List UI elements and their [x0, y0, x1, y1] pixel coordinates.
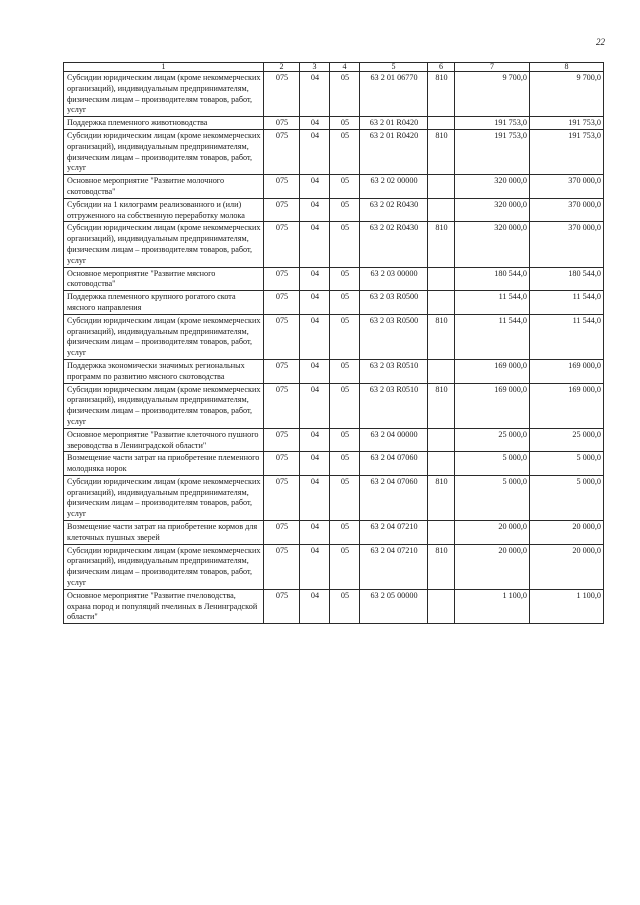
cell-target-article: 63 2 03 R0500 [360, 314, 428, 359]
cell-subsection: 05 [330, 198, 360, 222]
cell-amount-year1: 20 000,0 [455, 521, 530, 545]
header-cell: 1 [64, 63, 264, 72]
cell-subsection: 05 [330, 383, 360, 428]
table-row [64, 475, 604, 520]
cell-section: 04 [300, 129, 330, 174]
cell-ministry: 075 [264, 359, 300, 383]
table-row [64, 267, 604, 291]
cell-ministry: 075 [264, 383, 300, 428]
cell-name: Субсидии юридическим лицам (кроме некоммерческих организаций), индивидуальным предпринимателям, физическим лицам – производителям товаров, работ, услуг [64, 314, 264, 359]
cell-name: Поддержка племенного животноводства [64, 117, 264, 130]
cell-target-article: 63 2 02 R0430 [360, 198, 428, 222]
cell-name: Поддержка племенного крупного рогатого скота мясного направления [64, 291, 264, 315]
table-row [64, 589, 604, 623]
cell-subsection: 05 [330, 222, 360, 267]
header-cell: 8 [530, 63, 604, 72]
cell-target-article: 63 2 04 07210 [360, 544, 428, 589]
table-row [64, 129, 604, 174]
cell-expense-type [428, 521, 455, 545]
cell-name: Возмещение части затрат на приобретение племенного молодняка норок [64, 452, 264, 476]
cell-amount-year2: 191 753,0 [530, 117, 604, 130]
cell-amount-year2: 5 000,0 [530, 475, 604, 520]
cell-amount-year1: 169 000,0 [455, 383, 530, 428]
page-number: 22 [596, 37, 605, 47]
cell-target-article: 63 2 04 07210 [360, 521, 428, 545]
cell-ministry: 075 [264, 589, 300, 623]
cell-name: Основное мероприятие "Развитие молочного скотоводства" [64, 175, 264, 199]
cell-section: 04 [300, 222, 330, 267]
cell-section: 04 [300, 359, 330, 383]
cell-amount-year2: 1 100,0 [530, 589, 604, 623]
cell-subsection: 05 [330, 117, 360, 130]
header-cell: 5 [360, 63, 428, 72]
cell-amount-year1: 11 544,0 [455, 314, 530, 359]
cell-target-article: 63 2 04 07060 [360, 475, 428, 520]
cell-name: Основное мероприятие "Развитие мясного скотоводства" [64, 267, 264, 291]
table-row [64, 198, 604, 222]
cell-name: Субсидии юридическим лицам (кроме некоммерческих организаций), индивидуальным предпринимателям, физическим лицам – производителям товаров, работ, услуг [64, 129, 264, 174]
cell-amount-year1: 191 753,0 [455, 129, 530, 174]
cell-section: 04 [300, 383, 330, 428]
cell-subsection: 05 [330, 267, 360, 291]
cell-amount-year1: 11 544,0 [455, 291, 530, 315]
cell-amount-year1: 320 000,0 [455, 198, 530, 222]
cell-target-article: 63 2 02 R0430 [360, 222, 428, 267]
cell-amount-year2: 370 000,0 [530, 222, 604, 267]
table-header-row [64, 63, 604, 72]
cell-subsection: 05 [330, 314, 360, 359]
cell-subsection: 05 [330, 175, 360, 199]
cell-name: Субсидии юридическим лицам (кроме некоммерческих организаций), индивидуальным предпринимателям, физическим лицам – производителям товаров, работ, услуг [64, 222, 264, 267]
table-row [64, 383, 604, 428]
cell-section: 04 [300, 314, 330, 359]
cell-amount-year2: 20 000,0 [530, 544, 604, 589]
cell-subsection: 05 [330, 359, 360, 383]
cell-amount-year2: 25 000,0 [530, 428, 604, 452]
cell-ministry: 075 [264, 129, 300, 174]
cell-ministry: 075 [264, 291, 300, 315]
cell-expense-type: 810 [428, 314, 455, 359]
cell-section: 04 [300, 117, 330, 130]
cell-ministry: 075 [264, 267, 300, 291]
cell-target-article: 63 2 01 06770 [360, 72, 428, 117]
cell-target-article: 63 2 03 R0510 [360, 359, 428, 383]
cell-expense-type: 810 [428, 222, 455, 267]
cell-section: 04 [300, 544, 330, 589]
cell-subsection: 05 [330, 72, 360, 117]
cell-ministry: 075 [264, 428, 300, 452]
cell-amount-year2: 180 544,0 [530, 267, 604, 291]
cell-ministry: 075 [264, 117, 300, 130]
cell-target-article: 63 2 03 R0500 [360, 291, 428, 315]
table-row [64, 452, 604, 476]
cell-expense-type [428, 175, 455, 199]
cell-expense-type: 810 [428, 129, 455, 174]
cell-subsection: 05 [330, 291, 360, 315]
table-row [64, 359, 604, 383]
table-row [64, 72, 604, 117]
cell-subsection: 05 [330, 589, 360, 623]
cell-section: 04 [300, 521, 330, 545]
cell-name: Субсидии на 1 килограмм реализованного и (или) отгруженного на собственную переработку молока [64, 198, 264, 222]
cell-name: Возмещение части затрат на приобретение кормов для клеточных пушных зверей [64, 521, 264, 545]
header-cell: 4 [330, 63, 360, 72]
cell-name: Основное мероприятие "Развитие клеточного пушного звероводства в Ленинградской области" [64, 428, 264, 452]
cell-section: 04 [300, 589, 330, 623]
table-row [64, 521, 604, 545]
cell-expense-type [428, 117, 455, 130]
cell-name: Субсидии юридическим лицам (кроме некоммерческих организаций), индивидуальным предпринимателям, физическим лицам – производителям товаров, работ, услуг [64, 475, 264, 520]
cell-expense-type [428, 291, 455, 315]
cell-expense-type: 810 [428, 544, 455, 589]
budget-table [63, 62, 604, 624]
cell-expense-type [428, 589, 455, 623]
cell-subsection: 05 [330, 544, 360, 589]
cell-amount-year1: 169 000,0 [455, 359, 530, 383]
cell-section: 04 [300, 291, 330, 315]
cell-target-article: 63 2 04 07060 [360, 452, 428, 476]
cell-ministry: 075 [264, 222, 300, 267]
cell-target-article: 63 2 04 00000 [360, 428, 428, 452]
cell-section: 04 [300, 72, 330, 117]
cell-name: Субсидии юридическим лицам (кроме некоммерческих организаций), индивидуальным предпринимателям, физическим лицам – производителям товаров, работ, услуг [64, 383, 264, 428]
cell-subsection: 05 [330, 452, 360, 476]
cell-amount-year1: 20 000,0 [455, 544, 530, 589]
cell-amount-year2: 11 544,0 [530, 314, 604, 359]
cell-expense-type [428, 359, 455, 383]
cell-target-article: 63 2 01 R0420 [360, 129, 428, 174]
cell-ministry: 075 [264, 175, 300, 199]
cell-amount-year1: 5 000,0 [455, 452, 530, 476]
cell-amount-year1: 180 544,0 [455, 267, 530, 291]
cell-target-article: 63 2 01 R0420 [360, 117, 428, 130]
cell-amount-year2: 370 000,0 [530, 198, 604, 222]
cell-ministry: 075 [264, 521, 300, 545]
cell-subsection: 05 [330, 521, 360, 545]
cell-subsection: 05 [330, 428, 360, 452]
table-row [64, 175, 604, 199]
table-body [64, 72, 604, 624]
cell-amount-year2: 9 700,0 [530, 72, 604, 117]
cell-section: 04 [300, 267, 330, 291]
cell-ministry: 075 [264, 72, 300, 117]
table-row [64, 314, 604, 359]
cell-amount-year2: 370 000,0 [530, 175, 604, 199]
cell-amount-year2: 191 753,0 [530, 129, 604, 174]
table-row [64, 428, 604, 452]
cell-target-article: 63 2 05 00000 [360, 589, 428, 623]
table-row [64, 291, 604, 315]
cell-expense-type [428, 267, 455, 291]
cell-name: Субсидии юридическим лицам (кроме некоммерческих организаций), индивидуальным предпринимателям, физическим лицам – производителям товаров, работ, услуг [64, 72, 264, 117]
cell-expense-type [428, 452, 455, 476]
cell-target-article: 63 2 03 R0510 [360, 383, 428, 428]
cell-expense-type: 810 [428, 475, 455, 520]
table-row [64, 544, 604, 589]
cell-amount-year1: 320 000,0 [455, 222, 530, 267]
cell-ministry: 075 [264, 314, 300, 359]
header-cell: 2 [264, 63, 300, 72]
cell-amount-year2: 169 000,0 [530, 383, 604, 428]
cell-expense-type: 810 [428, 72, 455, 117]
cell-name: Поддержка экономически значимых региональных программ по развитию мясного скотоводства [64, 359, 264, 383]
cell-target-article: 63 2 02 00000 [360, 175, 428, 199]
cell-section: 04 [300, 198, 330, 222]
cell-amount-year2: 11 544,0 [530, 291, 604, 315]
cell-subsection: 05 [330, 129, 360, 174]
cell-target-article: 63 2 03 00000 [360, 267, 428, 291]
table-row [64, 117, 604, 130]
cell-section: 04 [300, 475, 330, 520]
cell-amount-year1: 25 000,0 [455, 428, 530, 452]
cell-expense-type [428, 428, 455, 452]
cell-amount-year1: 1 100,0 [455, 589, 530, 623]
cell-ministry: 075 [264, 475, 300, 520]
cell-expense-type: 810 [428, 383, 455, 428]
cell-ministry: 075 [264, 452, 300, 476]
cell-ministry: 075 [264, 198, 300, 222]
cell-ministry: 075 [264, 544, 300, 589]
cell-name: Основное мероприятие "Развитие пчеловодства, охрана пород и популяций пчелиных в Ленинградской области" [64, 589, 264, 623]
cell-amount-year1: 5 000,0 [455, 475, 530, 520]
cell-amount-year1: 9 700,0 [455, 72, 530, 117]
cell-name: Субсидии юридическим лицам (кроме некоммерческих организаций), индивидуальным предпринимателям, физическим лицам – производителям товаров, работ, услуг [64, 544, 264, 589]
cell-amount-year1: 320 000,0 [455, 175, 530, 199]
header-cell: 6 [428, 63, 455, 72]
table-row [64, 222, 604, 267]
cell-amount-year2: 5 000,0 [530, 452, 604, 476]
cell-section: 04 [300, 175, 330, 199]
header-cell: 3 [300, 63, 330, 72]
cell-amount-year2: 20 000,0 [530, 521, 604, 545]
header-cell: 7 [455, 63, 530, 72]
cell-section: 04 [300, 452, 330, 476]
cell-subsection: 05 [330, 475, 360, 520]
cell-amount-year2: 169 000,0 [530, 359, 604, 383]
cell-amount-year1: 191 753,0 [455, 117, 530, 130]
cell-section: 04 [300, 428, 330, 452]
cell-expense-type [428, 198, 455, 222]
